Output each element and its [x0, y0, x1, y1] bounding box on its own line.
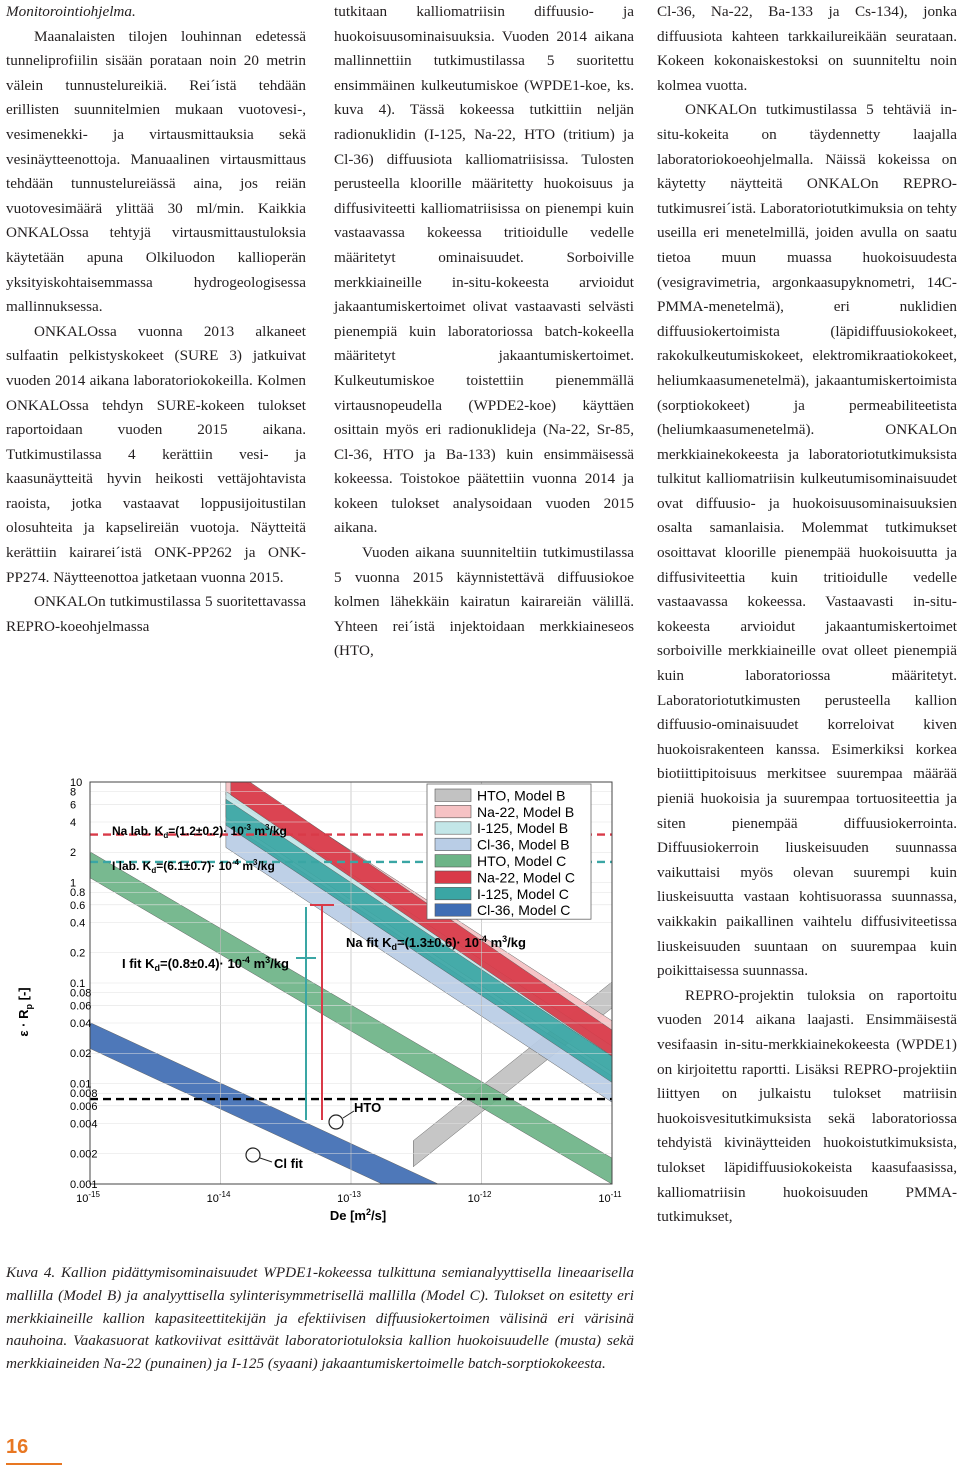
page-number-rule	[6, 1463, 62, 1465]
paragraph: Cl-36, Na-22, Ba-133 ja Cs-134), jonka diffuusiota kahteen tarkkailureikään seurataan. Kokeen kokonaiskestoksi on suunniteltu noin kolmea vuotta.	[657, 3, 957, 94]
legend-swatch	[435, 789, 471, 801]
x-tick-label: $10^{-11}$	[598, 1190, 622, 1205]
paragraph: ONKALOn tutkimustilassa 5 suoritettavassa REPRO-koeohjelmassa	[6, 593, 306, 635]
legend-entry: I-125, Model B	[477, 820, 569, 837]
legend-swatch	[435, 822, 471, 834]
y-tick-label: 4	[70, 816, 77, 829]
x-tick-label: $10^{-15}$	[76, 1190, 100, 1205]
legend-swatch	[435, 805, 471, 817]
legend-entry: HTO, Model C	[477, 853, 567, 869]
annotation-i-fit: I fit $K_d=(0.8\pm 0.4)\cdot 10^{-4}$ $m^3/kg$	[122, 955, 289, 973]
y-tick-label: 0.6	[70, 899, 86, 912]
y-tick-label: 0.01	[70, 1078, 92, 1091]
y-tick-label: 0.04	[70, 1017, 92, 1030]
legend-entry: Cl-36, Model B	[477, 836, 570, 853]
text-column-2	[334, 0, 634, 664]
x-axis-label: De $[m^2/s]$	[329, 1207, 387, 1223]
y-tick-label: 0.1	[70, 978, 86, 990]
y-tick-label: 6	[70, 799, 77, 812]
page-number: 16	[6, 1436, 29, 1458]
x-tick-label: $10^{-12}$	[467, 1190, 492, 1205]
y-tick-label: 0.4	[70, 917, 86, 930]
annotation-na-lab: Na lab. $K_d=(1.2\pm 0.2)\cdot 10^{-3}$ $m^3/kg$	[112, 823, 287, 840]
text-column-3	[657, 0, 957, 1230]
y-tick-label: 0.004	[70, 1118, 98, 1131]
figure-caption: Kuva 4. Kallion pidättymisominaisuudet WPDE1-kokeessa tulkittuna semianalyyttisella lineaarisella mallilla (Model B) ja analyyttisella sylinterisymmetrisellä mallilla (Model C). Tulokset on esitetty eri merkkiaineille kallion kapasiteettitekijän ja efektiivisen diffuusiokertoimen välisinä eri värisinä nauhoina. Vaakasuorat katkoviivat esittävät laboratoriotuloksia kallion huokoisuudelle (musta) sekä merkkiaineiden Na-22 (punainen) ja I-125 (syaani) jakaantumiskertoimelle batch-sorptiokokeesta.	[6, 1264, 634, 1373]
y-tick-label: 0.006	[70, 1100, 98, 1113]
y-tick-label: 0.008	[70, 1088, 98, 1101]
y-tick-label: 10	[70, 777, 83, 789]
paragraph: REPRO-projektin tuloksia on raportoitu vuoden 2014 aikana laajasti. Ensimmäisestä vesifaasin in-situ-merkkiainekokeesta (WPDE1) on kirjoitettu raportti. Lisäksi REPRO-projektiin liittyen on julkaistu tulokset matriisin huokoisvesitutkimuksista sekä laboratoriossa tehdyistä kivinäytteiden huokoistutkimuksista, tulokset läpidiffuusiokokeista kaasufaasissa, kalliomatriisin huokoisuuden PMMA-tutkimukset,	[657, 986, 957, 1226]
paragraph: ONKALOn tutkimustilassa 5 tehtäviä in-situ-kokeita on täydennetty laajalla laboratoriokoeohjelmalla. Näissä kokeissa on käytetty näytteitä ONKALOn REPRO-tutkimusrei´istä. Laboratoriotutkimuksia on tehty useilla eri menetelmillä, joiden avulla on saatu tietoa muun muassa huokoisuudesta (vesigravimetria, argonkaasupyknometri, 14C-PMMA-menetelmä), eri nuklidien diffuusiokertoimista (läpidiffuusiokokeet, rakokulkeutumiskokeet, elektromikraatiokokeet, heliumkaasumenetelmä), jakaantumiskertoimista (sorptiokokeet) ja permeabiliteetista (heliumkaasumenetelmä). ONKALOn merkkiainekokeesta ja laboratoriotutkimuksista tulkitut kalliomatriisin kulkeutumisominaisuudet ovat diffuusio- ja huokoisuusominaisuuksien osalta samanlaisia. Molemmat tutkimukset osoittavat kloorille pienempää huokoisuutta ja diffusiviteettia kuin tritioidulle vedelle vastaavassa kokeessa. Vastaavasti in-situ-kokeesta arvioidut jakaantumiskertoimet sorboiville merkkiaineille ovat olleet pienempiä kuin laboratoriossa määritetyt. Laboratoriotutkimusten perusteella kallion diffuusio-ominaisuudet korreloivat kiven huokoisrakenteen kanssa. Esimerkiksi korkea biotiittipitoisuus merkitsee suurempaa määrää pieniä huokoisia ja suurempaa tortuositeettia ja siten pienempää diffuusiokerrointa. Diffuusiokerroin liuskeisuuden suunnassa vaikuttaisi myös olevan suurempi kuin liuskeisuutta vastaan kohtisuorassa suunnassa, vaikkakin paikallinen vaihtelu diffusiviteetissa liuskeisuuden suuntaan on suurempaa kuin poikittaisessa suunnassa.	[657, 101, 957, 980]
legend-swatch	[435, 838, 471, 850]
legend-entry: Na-22, Model B	[477, 803, 575, 820]
legend-swatch	[435, 904, 471, 916]
paragraph: Vuoden aikana suunniteltiin tutkimustilassa 5 vuonna 2015 käynnistettävä diffuusiokoe kolmen lähekkäin kairatun kairareiän välillä. Yhteen rei´istä injektoidaan merkkiaineseos (HTO,	[334, 544, 634, 660]
paragraph: ONKALOssa vuonna 2013 alkaneet sulfaatin pelkistyskokeet (SURE 3) jatkuivat vuoden 2014 aikana laboratoriokokeilla. Kolmen ONKALOssa tehdyn SURE-kokeen tulokset raportoidaan vuoden 2015 aikana. Tutkimustilassa 4 kerättiin vesi- ja kaasunäytteitä hyvin heikosti vettäjohtavista raoista, jotka vastaavat loppusijoitustilan olosuhteita ja kapselireiän vuotoja. Näytteitä kerättiin kairarei´istä ONK-PP262 ja ONK-PP274. Näytteenottoa jatketaan vuonna 2015.	[6, 322, 306, 586]
y-tick-label: 0.001	[70, 1179, 98, 1191]
y-tick-label: 0.08	[70, 987, 92, 1000]
legend-entry: HTO, Model B	[477, 787, 566, 804]
y-tick-label: 2	[70, 847, 77, 860]
y-tick-label: 1	[70, 877, 77, 890]
figure-4-chart	[6, 762, 636, 1240]
y-axis-label: $\varepsilon \cdot R_p$ [-]	[16, 987, 34, 1037]
text-column-1	[6, 0, 306, 639]
legend-entry: I-125, Model C	[477, 885, 569, 902]
y-tick-label: 0.06	[70, 1000, 92, 1013]
legend-swatch	[435, 855, 471, 867]
x-tick-label: $10^{-14}$	[206, 1190, 231, 1205]
annotation-cl-fit: Cl fit	[274, 1156, 303, 1171]
chart-svg	[6, 762, 636, 1240]
y-tick-label: 0.2	[70, 947, 86, 960]
y-tick-label: 0.8	[70, 887, 86, 900]
paragraph: tutkitaan kalliomatriisin diffuusio- ja huokoisuusominaisuuksia. Vuoden 2014 aikana mallinnettiin tutkimustilassa 5 suoritettu ensimmäinen kulkeutumiskoe (WPDE1-koe, ks. kuva 4). Tässä kokeessa tutkittiin neljän radionuklidin (I-125, Na-22, HTO (tritium) ja Cl-36) diffuusiota kalliomatriisissa. Tulosten perusteella kloorille määritetty huokoisuus ja diffusiviteetti kalliomatriisissa on pienempi kuin vastaavassa kokeessa tritioidulle vedelle määritetyt ominaisuudet. Sorboiville merkkiaineille in-situ-kokeesta arvioidut jakaantumiskertoimet olivat vastaavasti selvästi pienempiä kuin laboratoriossa batch-kokeella määritetyt jakaantumiskertoimet. Kulkeutumiskoe toistettiin pienemmällä virtausnopeudella (WPDE2-koe) käyttäen osittain myös eri radionuklideja (Na-22, Sr-85, Cl-36, HTO ja Ba-133) kuin ensimmäisessä kokeessa. Toistokoe päätettiin vuonna 2014 ja kokeen tulokset analysoidaan vuoden 2015 aikana.	[334, 3, 634, 537]
y-tick-label: 8	[70, 786, 77, 799]
annotation-hto: HTO	[354, 1100, 382, 1115]
legend-entry: Na-22, Model C	[477, 869, 576, 886]
annotation-na-fit: Na fit $K_d=(1.3\pm 0.6)\cdot 10^{-4}$ $m^3/kg$	[346, 934, 526, 952]
annotation-i-lab: I lab. $K_d=(6.1\pm 0.7)\cdot 10^{-4}$ $m^3/kg$	[112, 858, 275, 875]
x-tick-label: $10^{-13}$	[337, 1190, 361, 1205]
paragraph: Monitorointiohjelma.	[6, 3, 136, 20]
paragraph: Maanalaisten tilojen louhinnan edetessä tunneliprofiilin sisään porataan noin 20 metrin välein tunnustelureikiä. Rei´istä tehdään erillisten suunnitelmien mukaan vuotovesi-, vesimenekki- ja virtausmittauksia sekä vesinäytteenottoja. Manuaalinen virtausmittaus tehdään tunnustelureiässä aina, jos reiän vuotovesimäärä ylittää 30 ml/min. Kaikkia ONKALOssa tehtyjä virtausmittaustuloksia käytetään apuna Olkiluodon kallioperän yksityiskohtaisemmassa hydrogeologisessa mallinnuksessa.	[6, 27, 306, 316]
y-tick-label: 0.002	[70, 1148, 98, 1161]
chart-legend	[427, 784, 591, 919]
legend-swatch	[435, 887, 471, 899]
legend-entry: Cl-36, Model C	[477, 902, 571, 919]
legend-swatch	[435, 871, 471, 883]
y-tick-label: 0.02	[70, 1048, 92, 1061]
